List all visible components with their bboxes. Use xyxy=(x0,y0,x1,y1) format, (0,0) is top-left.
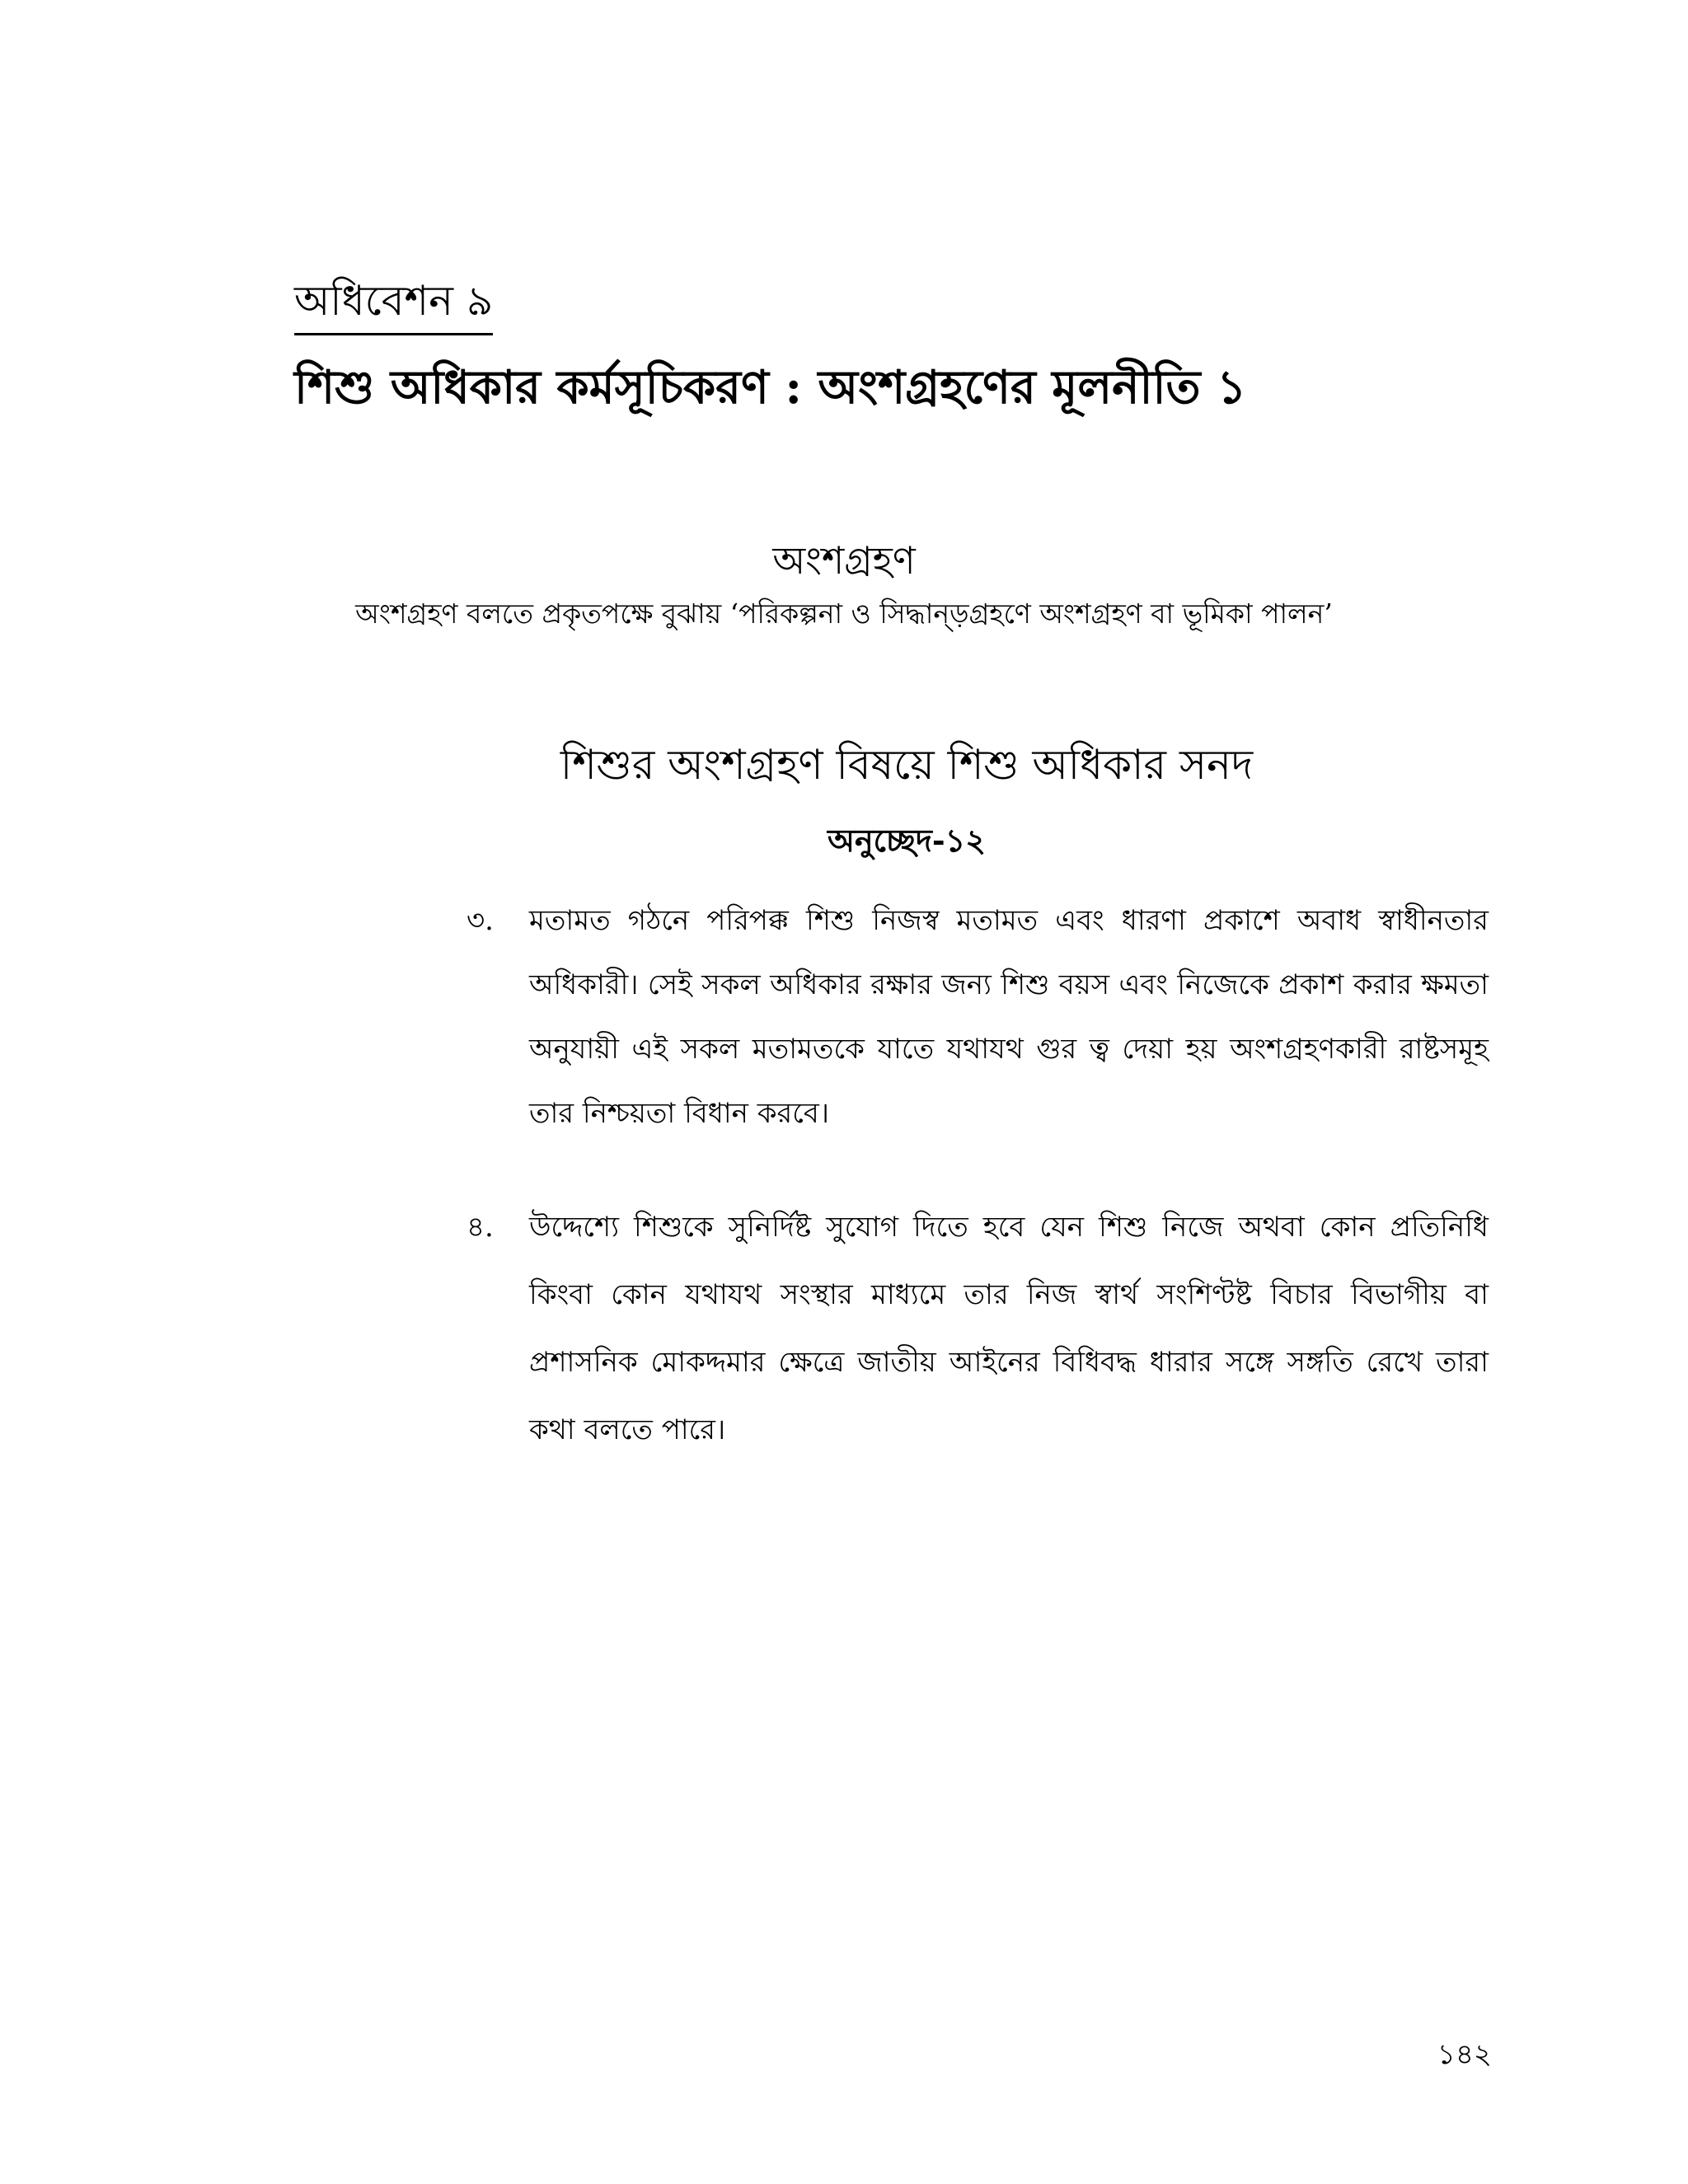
charter-heading: শিশুর অংশগ্রহণ বিষয়ে শিশু অধিকার সনদ xyxy=(560,741,1254,789)
article-heading: অনুচ্ছেদ-১২ xyxy=(828,822,986,859)
page-title: শিশু অধিকার কর্মসূচিকরণ : অংশগ্রহণের মূলনীতি ১ xyxy=(294,360,1247,415)
definition-text: অংশগ্রহণ বলতে প্রকৃতপক্ষে বুঝায় ‘পরিকল্পনা ও সিদ্ধান্ড়গ্রহণে অংশগ্রহণ বা ভূমিকা পালন’ xyxy=(355,598,1333,630)
paragraph-number: ৪. xyxy=(467,1211,494,1244)
page-number: ১৪২ xyxy=(1437,2038,1492,2071)
paragraph-number: ৩. xyxy=(467,904,494,937)
paragraph-text: মতামত গঠনে পরিপক্ক শিশু নিজস্ব মতামত এবং ধারণা প্রকাশে অবাধ স্বাধীনতার অধিকারী। সেই সকল অধিকার রক্ষার জন্য শিশু বয়স এবং নিজেকে প্রকাশ করার ক্ষমতা অনুযায়ী এই সকল মতামতকে যাতে যথাযথ গুর ত্ব দেয়া হয় অংশগ্রহণকারী রাষ্টসমূহ তার নিশ্চয়তা বিধান করবে। xyxy=(529,904,1489,1130)
numbered-paragraph xyxy=(467,1193,1489,1464)
section-heading: অংশগ্রহণ xyxy=(772,538,916,583)
numbered-paragraph xyxy=(467,888,1489,1146)
paragraph-text: উদ্দেশ্যে শিশুকে সুনির্দিষ্ট সুযোগ দিতে হবে যেন শিশু নিজে অথবা কোন প্রতিনিধি কিংবা কোন যথাযথ সংস্থার মাধ্যমে তার নিজ স্বার্থ সংশিণ্টষ্ট বিচার বিভাগীয় বা প্রশাসনিক মোকদ্দমার ক্ষেত্রে জাতীয় আইনের বিধিবদ্ধ ধারার সঙ্গে সঙ্গতি রেখে তারা কথা বলতে পারে। xyxy=(529,1211,1489,1446)
session-label: অধিবেশন ৯ xyxy=(294,272,493,335)
